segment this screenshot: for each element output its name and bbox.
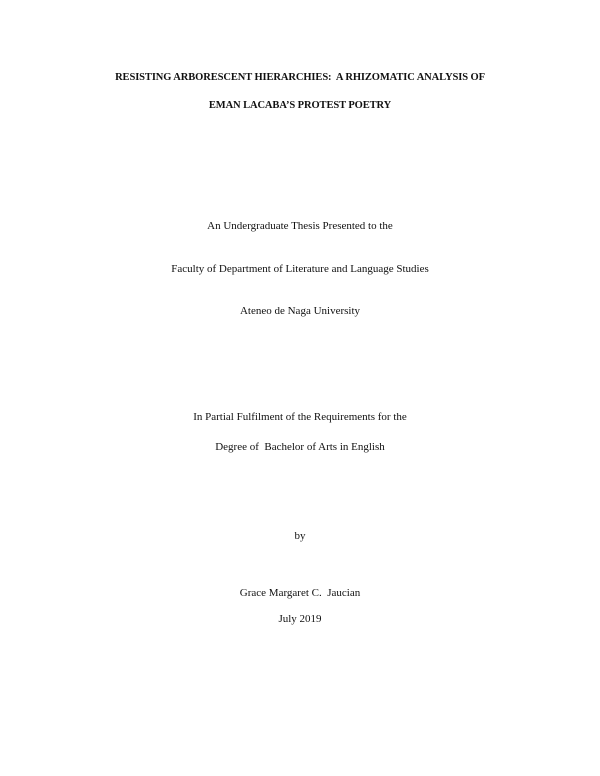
presentation-line-2: Faculty of Department of Literature and Language Studies	[171, 263, 429, 275]
by-label: by	[294, 530, 306, 542]
degree-line: Degree of Bachelor of Arts in English	[215, 441, 385, 453]
date: July 2019	[278, 613, 322, 625]
university-name: Ateneo de Naga University	[239, 305, 361, 317]
thesis-title-line-1: RESISTING ARBORESCENT HIERARCHIES: A RHIZOMATIC ANALYSIS OF	[115, 72, 485, 83]
thesis-title-line-2: EMAN LACABA’S PROTEST POETRY	[208, 100, 392, 111]
author-name: Grace Margaret C. Jaucian	[239, 587, 361, 599]
presentation-line-1: An Undergraduate Thesis Presented to the	[207, 220, 393, 232]
requirements-line-1: In Partial Fulfilment of the Requirements for the	[193, 411, 407, 423]
